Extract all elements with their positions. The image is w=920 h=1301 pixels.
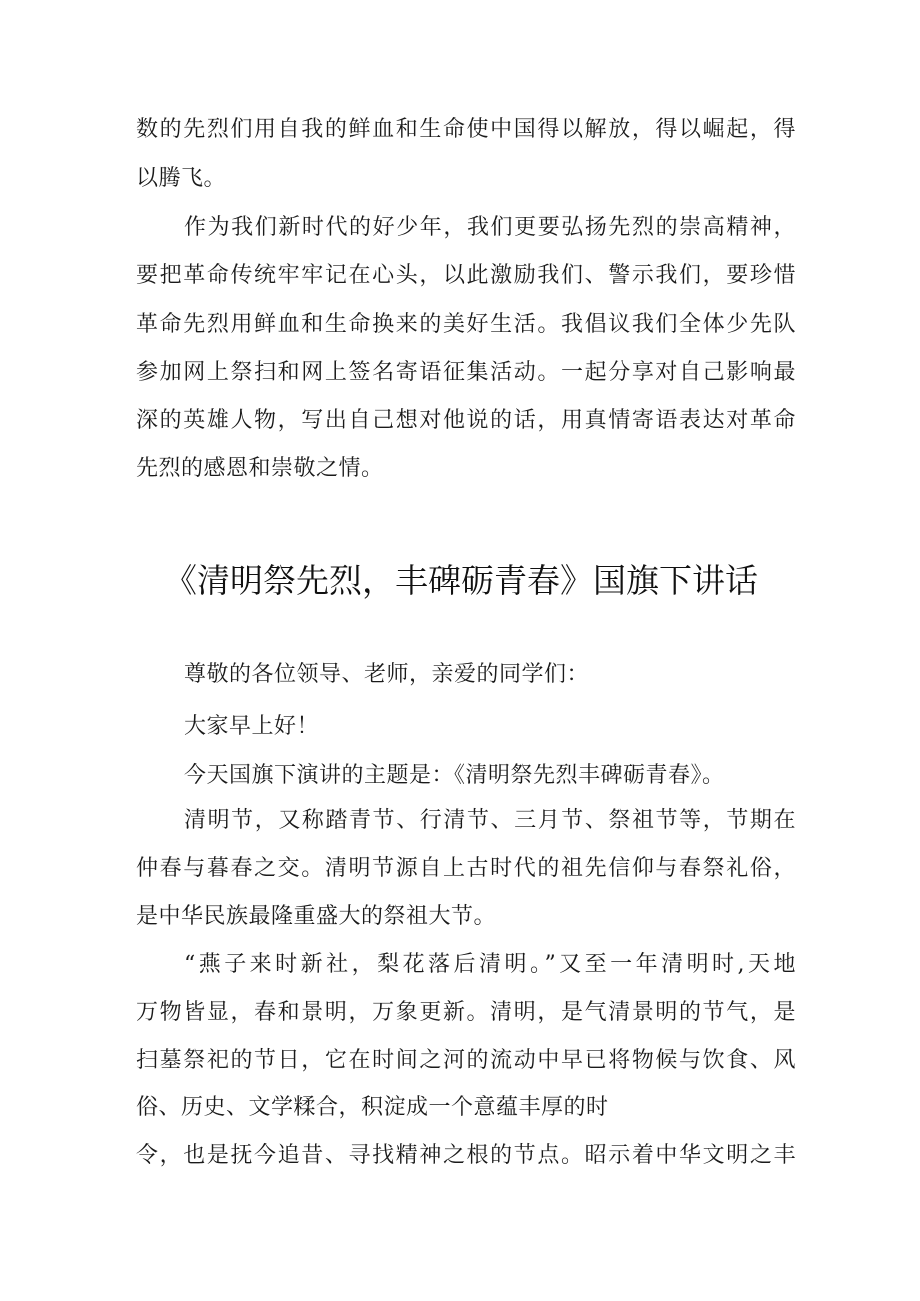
body-text-line: 仲春与暮春之交。清明节源自上古时代的祖先信仰与春祭礼俗， [136, 856, 796, 881]
greeting: 大家早上好！ [184, 714, 320, 739]
body-text-line: 扫墓祭祀的节日，它在时间之河的流动中早已将物候与饮食、风 [136, 1048, 796, 1073]
body-text-line: 先烈的感恩和崇敬之情。 [136, 456, 384, 481]
body-text-line: 数的先烈们用自我的鲜血和生命使中国得以解放，得以崛起，得 [136, 117, 796, 142]
body-text-line: 作为我们新时代的好少年，我们更要弘扬先烈的崇高精神， [184, 215, 796, 240]
body-text-line: 是中华民族最隆重盛大的祭祖大节。 [136, 904, 497, 929]
body-text-line: 万物皆显，春和景明，万象更新。清明，是气清景明的节气，是 [136, 1000, 796, 1025]
body-text-line: 俗、历史、文学糅合，积淀成一个意蕴丰厚的时 [136, 1095, 609, 1120]
body-text-line: 参加网上祭扫和网上签名寄语征集活动。一起分享对自己影响最 [136, 360, 796, 385]
body-text-line: “燕子来时新社，梨花落后清明。”又至一年清明时,天地 [184, 952, 796, 977]
body-text-line: 以腾飞。 [136, 166, 227, 191]
speech-title: 《清明祭先烈，丰碑砺青春》国旗下讲话 [164, 561, 758, 600]
theme-sentence: 今天国旗下演讲的主题是：《清明祭先烈丰碑砺青春》。 [184, 763, 725, 788]
salutation: 尊敬的各位领导、老师，亲爱的同学们： [184, 662, 590, 687]
body-text-line: 令，也是抚今追昔、寻找精神之根的节点。昭示着中华文明之丰 [136, 1143, 796, 1168]
body-text-line: 深的英雄人物，写出自己想对他说的话，用真情寄语表达对革命 [136, 408, 796, 433]
body-text-line: 要把革命传统牢牢记在心头，以此激励我们、警示我们，要珍惜 [136, 263, 796, 288]
body-text-line: 清明节，又称踏青节、行清节、三月节、祭祖节等，节期在 [184, 808, 796, 833]
body-text-line: 革命先烈用鲜血和生命换来的美好生活。我倡议我们全体少先队 [136, 312, 796, 337]
